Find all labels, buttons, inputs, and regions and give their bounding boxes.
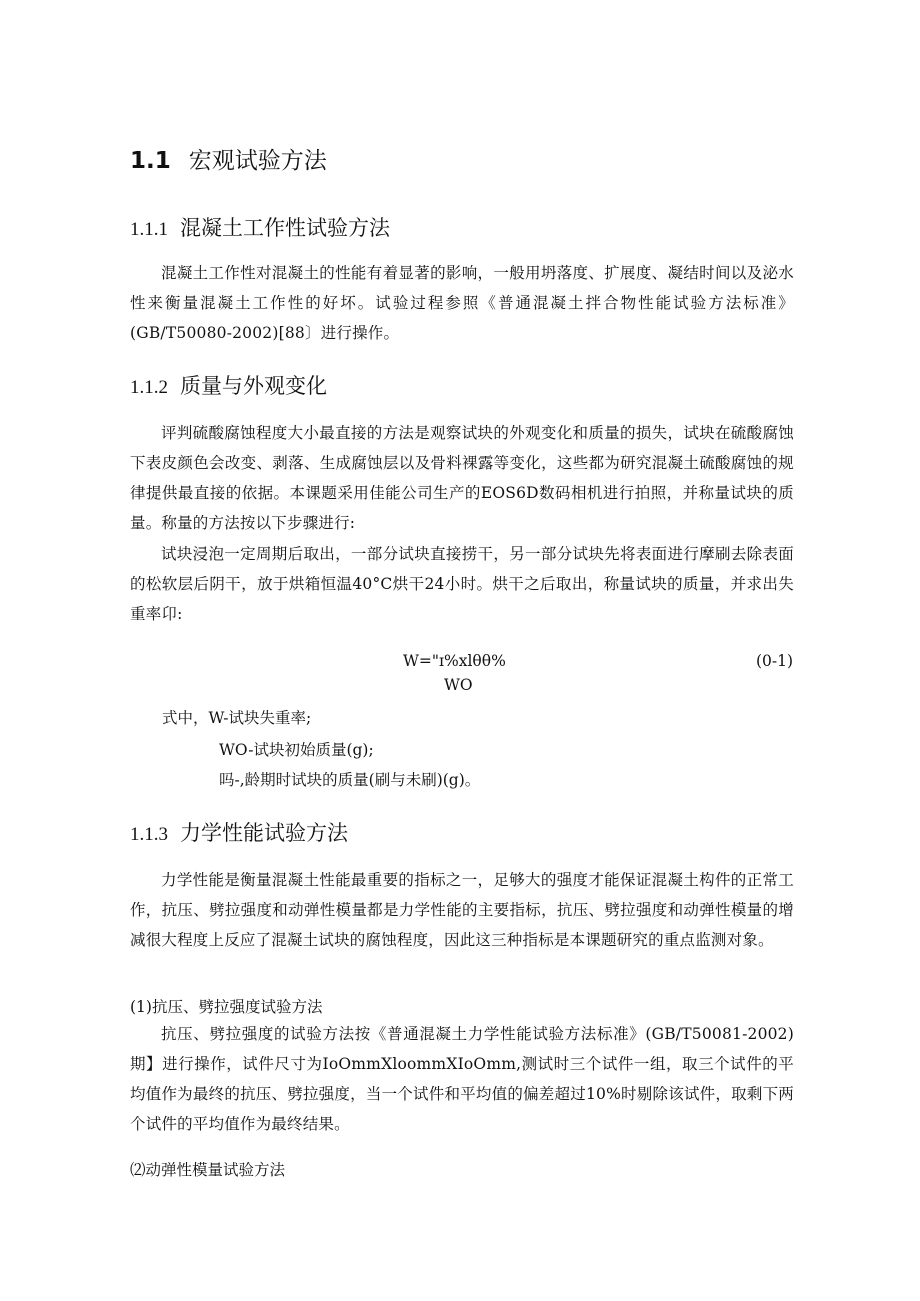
paragraph-mass-appearance: 评判硫酸腐蚀程度大小最直接的方法是观察试块的外观变化和质量的损失，试块在硫酸腐蚀下表皮颜色会改变、剥落、生成腐蚀层以及骨料裸露等变化，这些都为研究混凝土硫酸腐蚀的规律提供最直接的依据。本课题采用佳能公司生产的EOS6D数码相机进行拍照，并称量试块的质量。称量的方法按以下步骤进行: bbox=[130, 424, 794, 532]
paragraph-workability: 混凝土工作性对混凝土的性能有着显著的影响，一般用坍落度、扩展度、凝结时间以及泌水性来衡量混凝土工作性的好坏。试验过程参照《普通混凝土拌合物性能试验方法标准》(GB/T50080-2002)[88〕进行操作。 bbox=[130, 264, 794, 342]
formula-numerator: W="ɪ%xlθθ% bbox=[403, 652, 506, 670]
item-heading-dynamic-modulus: ⑵动弹性模量试验方法 bbox=[130, 1161, 286, 1179]
definition-w0: WO-试块初始质量(g); bbox=[219, 741, 374, 759]
equation-number: (0-1) bbox=[756, 652, 794, 670]
subsection-number: 1.1.3 bbox=[130, 824, 168, 845]
subsection-number: 1.1.2 bbox=[130, 377, 168, 398]
subsection-title: 力学性能试验方法 bbox=[180, 821, 348, 845]
section-number: 1.1 bbox=[130, 148, 171, 174]
subsection-heading-3 bbox=[130, 817, 348, 847]
paragraph-procedure: 试块浸泡一定周期后取出，一部分试块直接捞干，另一部分试块先将表面进行摩刷去除表面的松软层后阴干，放于烘箱恒温40°C烘干24小时。烘干之后取出，称量试块的质量，并求出失重率卬: bbox=[130, 545, 794, 623]
definition-wt: 吗-,龄期时试块的质量(刷与未刷)(g)。 bbox=[219, 771, 481, 789]
subsection-title: 混凝土工作性试验方法 bbox=[180, 216, 390, 240]
subsection-heading-2 bbox=[130, 370, 327, 400]
where-line: 式中，W-试块失重率; bbox=[162, 709, 312, 727]
item-heading-compressive: (1)抗压、劈拉强度试验方法 bbox=[130, 998, 323, 1016]
paragraph-mechanical: 力学性能是衡量混凝土性能最重要的指标之一，足够大的强度才能保证混凝土构件的正常工作，抗压、劈拉强度和动弹性模量都是力学性能的主要指标，抗压、劈拉强度和动弹性模量的增减很大程度上反应了混凝土试块的腐蚀程度，因此这三种指标是本课题研究的重点监测对象。 bbox=[130, 871, 794, 949]
section-title: 宏观试验方法 bbox=[188, 148, 327, 174]
subsection-heading-1 bbox=[130, 212, 390, 242]
subsection-number: 1.1.1 bbox=[130, 219, 168, 240]
subsection-title: 质量与外观变化 bbox=[180, 374, 327, 398]
section-heading bbox=[130, 142, 327, 175]
formula-denominator: WO bbox=[444, 676, 473, 694]
paragraph-compressive-method: 抗压、劈拉强度的试验方法按《普通混凝土力学性能试验方法标准》(GB/T50081-2002)期】进行操作，试件尺寸为IoOmmXloommXIoOmm,测试时三个试件一组，取三个试件的平均值作为最终的抗压、劈拉强度，当一个试件和平均值的偏差超过10%时剔除该试件，取剩下两个试件的平均值作为最终结果。 bbox=[130, 1025, 794, 1133]
